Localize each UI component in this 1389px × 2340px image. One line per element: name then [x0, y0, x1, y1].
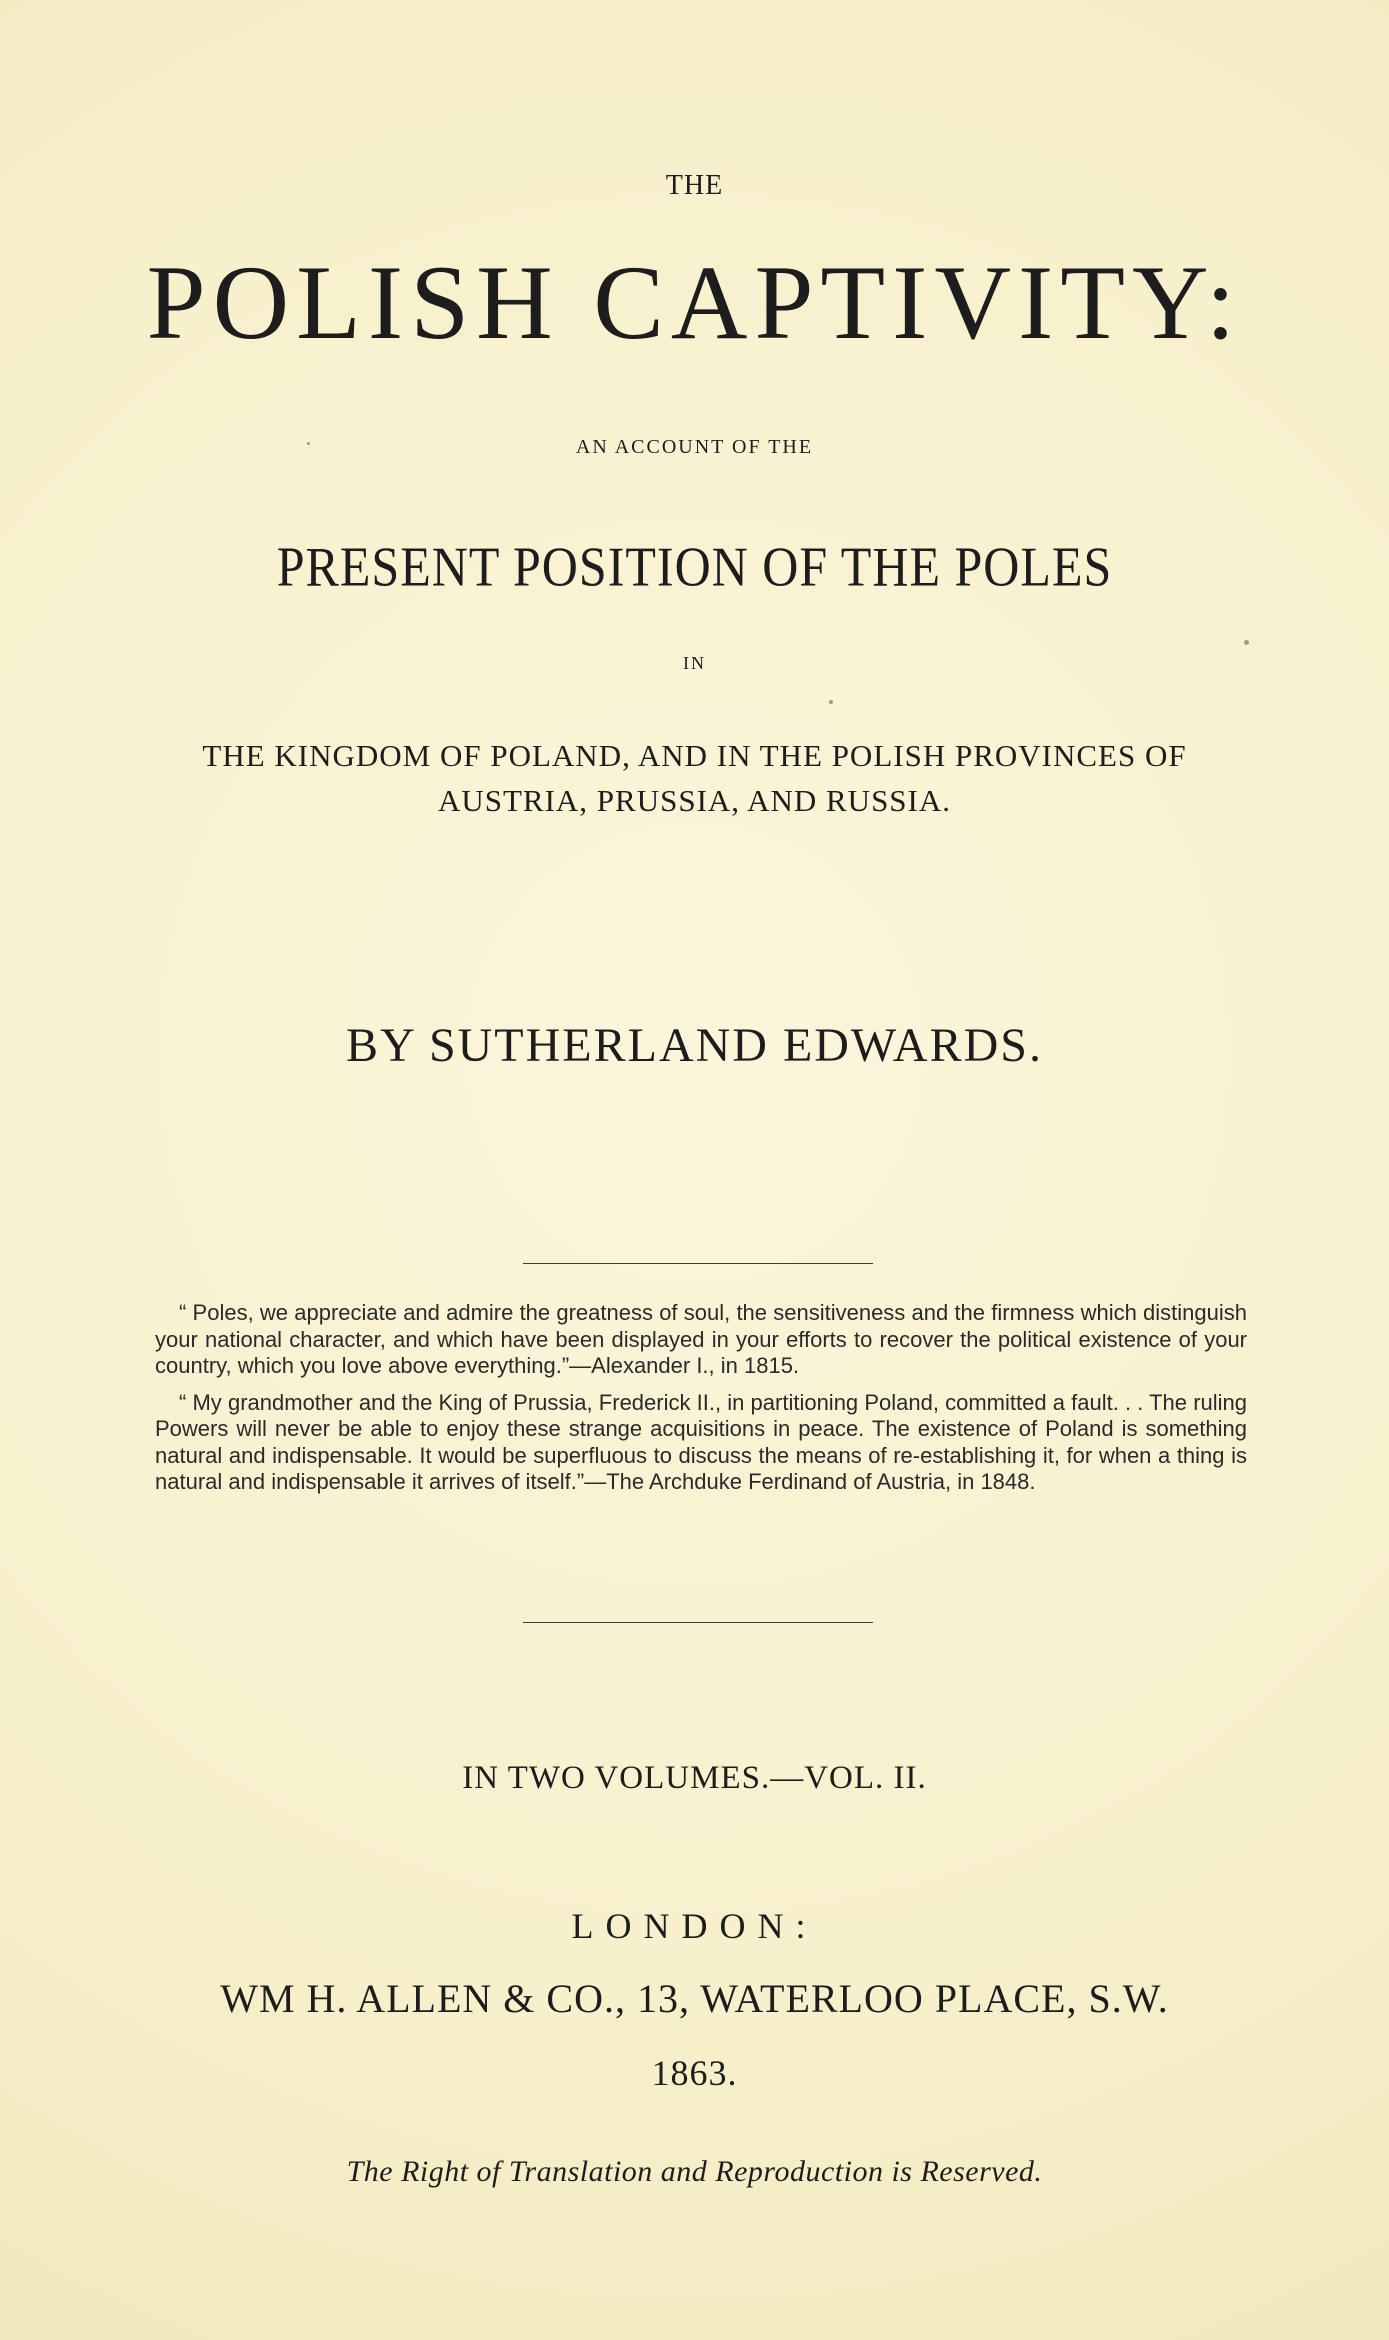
- epigraphs: [155, 1300, 1247, 1506]
- subtitle-line-3: IN: [683, 653, 706, 673]
- bottom-divider: [523, 1622, 873, 1623]
- epigraph-quote-2: “ My grandmother and the King of Prussia, Frederick II., in partitioning Poland, committed a fault. . . The ruling Powers will never be able to enjoy these strange acquisitions in peace. The existence of Poland is something natural and indispensable. It would be superfluous to discuss the means of re-establishing it, for when a thing is natural and indispensable it arrives of itself.”—The Archduke Ferdinand of Austria, in 1848.: [155, 1389, 1247, 1494]
- title-prefix: THE: [665, 170, 724, 201]
- main-title: POLISH CAPTIVITY:: [146, 244, 1243, 361]
- author-line: BY SUTHERLAND EDWARDS.: [346, 1019, 1043, 1072]
- publisher-line: WM H. ALLEN & CO., 13, WATERLOO PLACE, S.W.: [220, 1976, 1169, 2021]
- top-divider: [523, 1263, 873, 1264]
- publication-year: 1863.: [651, 2053, 738, 2093]
- volume-line: IN TWO VOLUMES.—VOL. II.: [462, 1760, 927, 1796]
- subtitle-line-4: THE KINGDOM OF POLAND, AND IN THE POLISH PROVINCES OF: [202, 738, 1187, 773]
- subtitle-line-5: AUSTRIA, PRUSSIA, AND RUSSIA.: [437, 783, 952, 818]
- imprint-city: LONDON:: [571, 1906, 818, 1946]
- rights-notice: The Right of Translation and Reproduction is Reserved.: [346, 2155, 1043, 2188]
- subtitle-line-2: PRESENT POSITION OF THE POLES: [276, 535, 1113, 598]
- subtitle-line-1: AN ACCOUNT OF THE: [575, 436, 814, 458]
- paper-speck: [829, 700, 833, 704]
- paper-speck: [1244, 640, 1249, 645]
- epigraph-quote-1: “ Poles, we appreciate and admire the greatness of soul, the sensitiveness and the firmness which distinguish your national character, and which have been displayed in your efforts to recover the political existence of your country, which you love above everything.”—Alexander I., in 1815.: [155, 1300, 1247, 1378]
- paper-speck: [307, 442, 310, 445]
